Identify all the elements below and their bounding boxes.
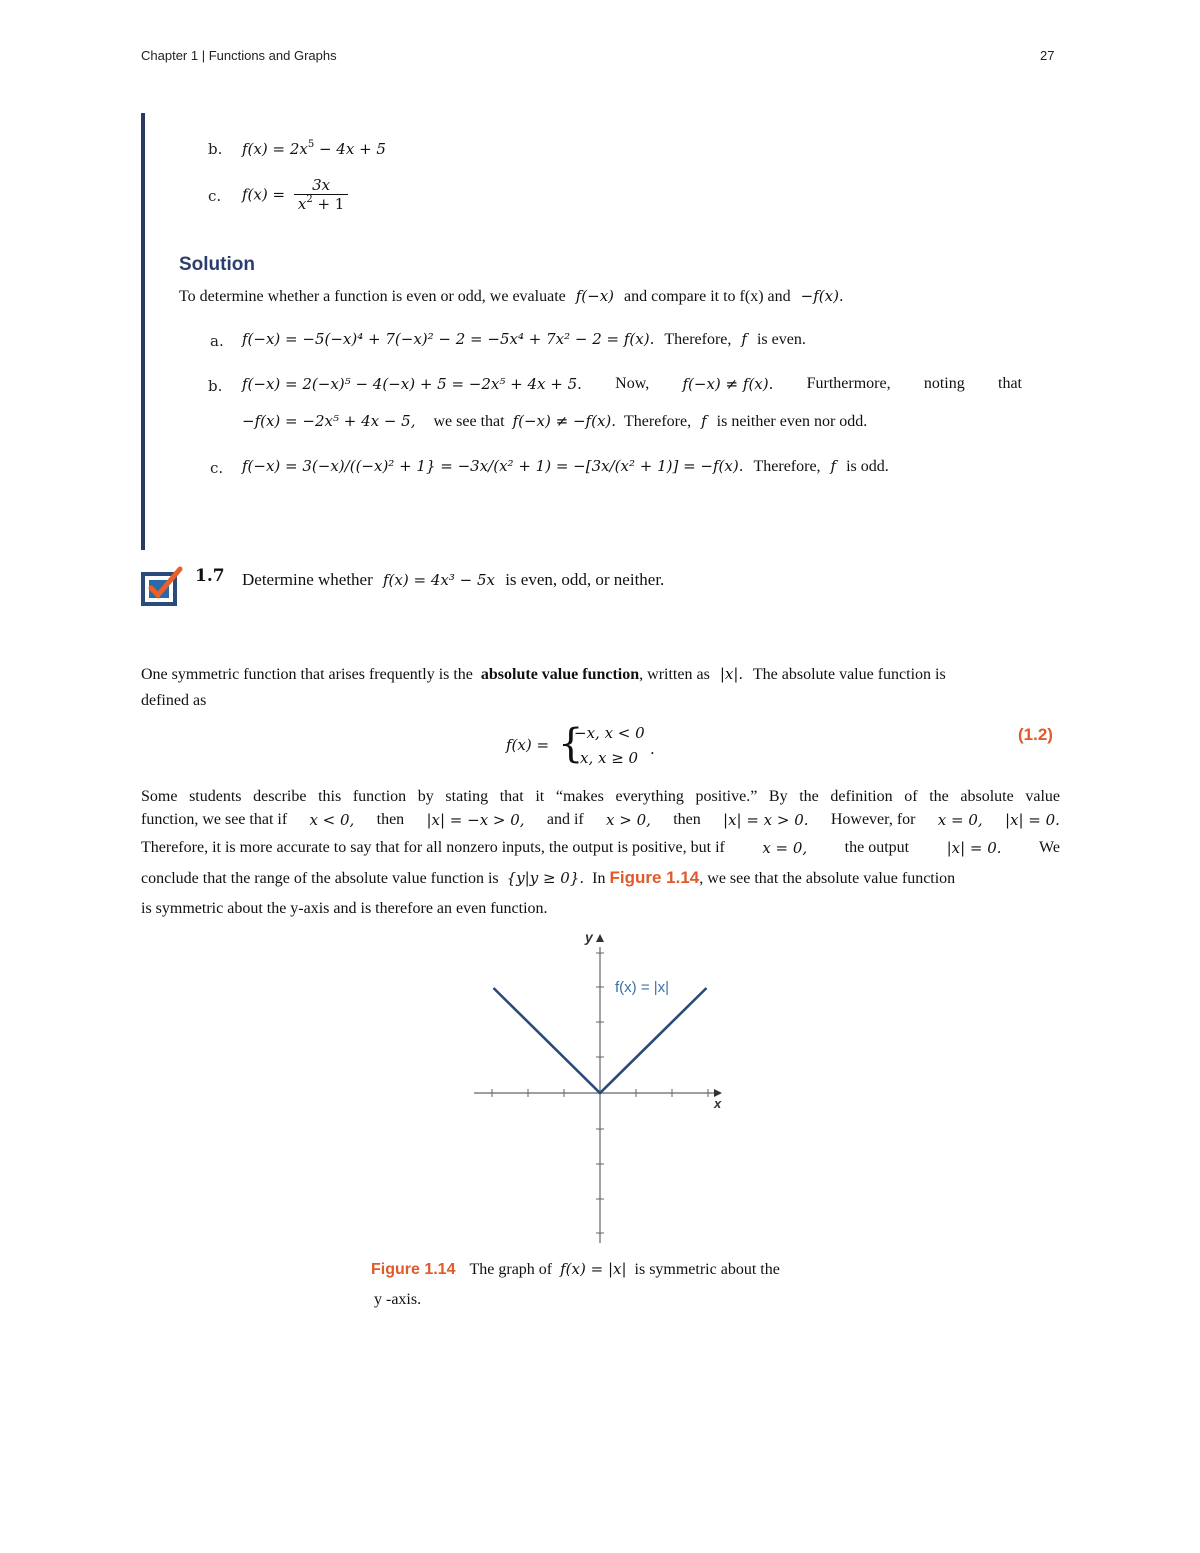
checkpoint-text: Determine whether f(x) = 4x³ − 5x is even, odd, or neither. xyxy=(242,570,665,589)
solution-b-line1: f(−x) = 2(−x)⁵ − 4(−x) + 5 = −2x⁵ + 4x + 5. Now, f(−x) ≠ f(x). Furthermore, noting that xyxy=(242,375,1022,393)
solution-b-label: b. xyxy=(208,377,223,395)
solution-intro: To determine whether a function is even or odd, we evaluate f(−x) and compare it to f(x) and −f(x). xyxy=(179,287,844,305)
solution-b-line2: −f(x) = −2x⁵ + 4x − 5, we see that f(−x) ≠ −f(x). Therefore, f is neither even nor odd. xyxy=(242,412,868,430)
running-header: Chapter 1 | Functions and Graphs xyxy=(141,48,337,63)
paragraph-2-line4: conclude that the range of the absolute value function is {y|y ≥ 0}. In Figure 1.14, we see that the absolute value function xyxy=(141,868,956,887)
y-axis-arrow xyxy=(596,934,604,942)
paragraph-2-line1: Some students describe this function by stating that it “makes everything positive.” By the definition of the absolute value xyxy=(141,788,1060,805)
y-axis-label: y xyxy=(585,929,593,945)
equation-case-1: −x, x < 0 xyxy=(574,724,645,742)
solution-a-label: a. xyxy=(210,332,224,350)
example-side-bar xyxy=(141,113,145,550)
equation-period: . xyxy=(650,740,655,758)
checkpoint-icon xyxy=(141,566,183,606)
x-axis-label: x xyxy=(714,1096,722,1111)
paragraph-2-line5: is symmetric about the y-axis and is therefore an even function. xyxy=(141,900,548,917)
part-c-label: c. xyxy=(208,187,222,205)
paragraph-2-line3: Therefore, it is more accurate to say that for all nonzero inputs, the output is positive, but if x = 0, the output |x| = 0. We xyxy=(141,839,1060,857)
figure-caption: Figure 1.14 The graph of f(x) = |x| is symmetric about the xyxy=(371,1260,780,1278)
solution-c-label: c. xyxy=(210,459,224,477)
figure-caption-line2: y -axis. xyxy=(374,1291,422,1308)
paragraph-2-line2: function, we see that if x < 0, then |x| = −x > 0, and if x > 0, then |x| = x > 0. However, for x = 0, |x| = 0. xyxy=(141,811,1060,829)
solution-c-line: f(−x) = 3(−x)/((−x)² + 1} = −3x/(x² + 1) = −[3x/(x² + 1)] = −f(x). Therefore, f is odd. xyxy=(242,457,889,475)
equation-lhs: f(x) = xyxy=(506,736,550,754)
part-c-formula: f(x) = $\frac{3x}{x^2 + 1}$ xyxy=(242,176,348,213)
part-b-label: b. xyxy=(208,140,223,158)
solution-a-line: f(−x) = −5(−x)⁴ + 7(−x)² − 2 = −5x⁴ + 7x² − 2 = f(x). Therefore, f is even. xyxy=(242,330,806,348)
page-number: 27 xyxy=(1040,48,1055,63)
absolute-value-chart xyxy=(470,925,740,1245)
curve-label: f(x) = |x| xyxy=(615,979,670,996)
checkpoint-number: 1.7 xyxy=(195,566,225,586)
solution-title: Solution xyxy=(179,254,255,275)
paragraph-1-line1: One symmetric function that arises frequently is the absolute value function, written as |x|. The absolute value function is xyxy=(141,665,946,683)
part-b-formula: $f(x) = 2x^5 - 4x + 5$ xyxy=(242,139,386,158)
equation-number: (1.2) xyxy=(1018,725,1053,744)
equation-brace: { xyxy=(558,721,584,767)
equation-case-2: x, x ≥ 0 xyxy=(580,749,639,767)
figure-1-14-link[interactable]: Figure 1.14 xyxy=(609,868,700,887)
paragraph-1-line2: defined as xyxy=(141,692,207,709)
